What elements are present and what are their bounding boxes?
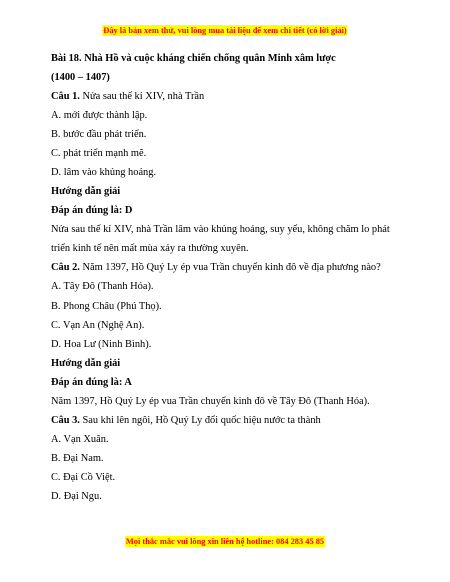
question-1 <box>51 90 411 103</box>
question-1-option-c: C. phát triển mạnh mẽ. <box>51 148 147 160</box>
question-1-option-a: A. mới được thành lập. <box>51 110 148 122</box>
question-1-option-b: B. bước đầu phát triển. <box>51 129 147 141</box>
question-3-option-a: A. Vạn Xuân. <box>51 433 109 445</box>
question-3-option-d: D. Đại Ngu. <box>51 490 102 502</box>
question-2-text: Năm 1397, Hồ Quý Ly ép vua Trần chuyển kinh đô về địa phương nào? <box>79 262 381 274</box>
question-1-answer: Đáp án đúng là: D <box>51 205 133 217</box>
question-1-text: Nửa sau thế kỉ XIV, nhà Trần <box>79 91 205 103</box>
question-1-guide-heading: Hướng dẫn giải <box>51 186 121 198</box>
hotline-banner: Mọi thắc mắc vui lòng xin liên hệ hotline: 084 283 45 85 <box>125 537 325 546</box>
question-2-option-c: C. Vạn An (Nghệ An). <box>51 319 145 331</box>
preview-notice-banner: Đây là bản xem thử, vui lòng mua tài liệu để xem chi tiết (có lời giải) <box>103 26 347 35</box>
document-content <box>51 52 411 509</box>
lesson-years: (1400 – 1407) <box>51 72 110 84</box>
lesson-title: Bài 18. Nhà Hồ và cuộc kháng chiến chống quân Minh xâm lược <box>51 53 336 64</box>
question-1-explanation: Nửa sau thế kỉ XIV, nhà Trần lâm vào khủng hoảng, suy yếu, không chăm lo phát triển kinh tế nên mất mùa xảy ra thường xuyên. <box>51 224 390 255</box>
question-2-answer: Đáp án đúng là: A <box>51 376 132 388</box>
question-3-label: Câu 3. <box>51 414 80 426</box>
question-2-explanation: Năm 1397, Hồ Quý Ly ép vua Trần chuyển kinh đô về Tây Đô (Thanh Hóa). <box>51 395 370 407</box>
question-2-label: Câu 2. <box>51 262 80 274</box>
question-2-option-d: D. Hoa Lư (Ninh Bình). <box>51 338 152 350</box>
question-2 <box>51 261 411 274</box>
question-1-option-d: D. lâm vào khủng hoảng. <box>51 167 157 179</box>
question-2-option-a: A. Tây Đô (Thanh Hóa). <box>51 281 154 293</box>
question-2-option-b: B. Phong Châu (Phú Thọ). <box>51 300 162 312</box>
question-3-option-b: B. Đại Nam. <box>51 452 104 464</box>
question-3-option-c: C. Đại Cồ Việt. <box>51 471 116 483</box>
question-3-text: Sau khi lên ngôi, Hồ Quý Ly đổi quốc hiệu nước ta thành <box>79 414 321 426</box>
question-3 <box>51 414 411 427</box>
question-2-guide-heading: Hướng dẫn giải <box>51 357 121 369</box>
question-1-label: Câu 1. <box>51 91 80 103</box>
